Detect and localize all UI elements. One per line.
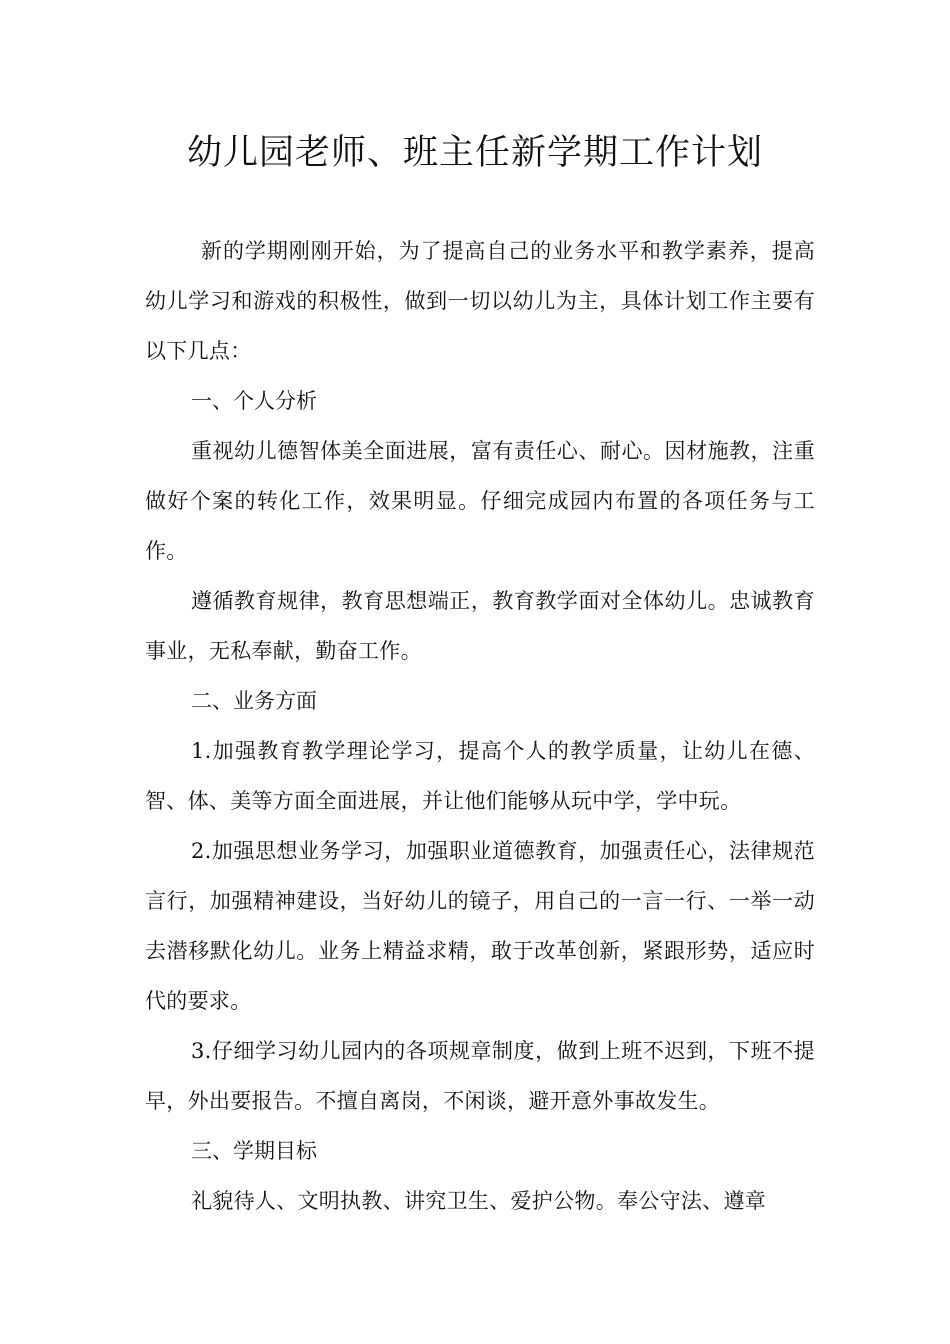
paragraph: 重视幼儿德智体美全面进展，富有责任心、耐心。因材施教，注重做好个案的转化工作，效果明显。仔细完成园内布置的各项任务与工作。 [145,439,815,563]
section-heading-semester-goals: 三、学期目标 [191,1139,317,1163]
section-heading-business: 二、业务方面 [191,689,317,713]
paragraph: 1.加强教育教学理论学习，提高个人的教学质量，让幼儿在德、智、体、美等方面全面进展，并让他们能够从玩中学，学中玩。 [145,739,815,813]
paragraph: 遵循教育规律，教育思想端正，教育教学面对全体幼儿。忠诚教育事业，无私奉献，勤奋工作。 [145,589,815,663]
paragraph: 礼貌待人、文明执教、讲究卫生、爱护公物。奉公守法、遵章 [191,1189,767,1213]
intro-paragraph: 新的学期刚刚开始，为了提高自己的业务水平和教学素养，提高幼儿学习和游戏的积极性，做到一切以幼儿为主，具体计划工作主要有以下几点： [145,239,815,363]
section-heading-personal-analysis: 一、个人分析 [191,389,317,413]
paragraph: 2.加强思想业务学习，加强职业道德教育，加强责任心，法律规范言行，加强精神建设，当好幼儿的镜子，用自己的一言一行、一举一动去潜移默化幼儿。业务上精益求精，敢于改革创新，紧跟形势，适应时代的要求。 [145,839,815,1013]
paragraph: 3.仔细学习幼儿园内的各项规章制度，做到上班不迟到，下班不提早，外出要报告。不擅自离岗，不闲谈，避开意外事故发生。 [145,1039,815,1113]
document-body [145,226,815,1226]
document-title: 幼儿园老师、班主任新学期工作计划 [186,133,763,173]
